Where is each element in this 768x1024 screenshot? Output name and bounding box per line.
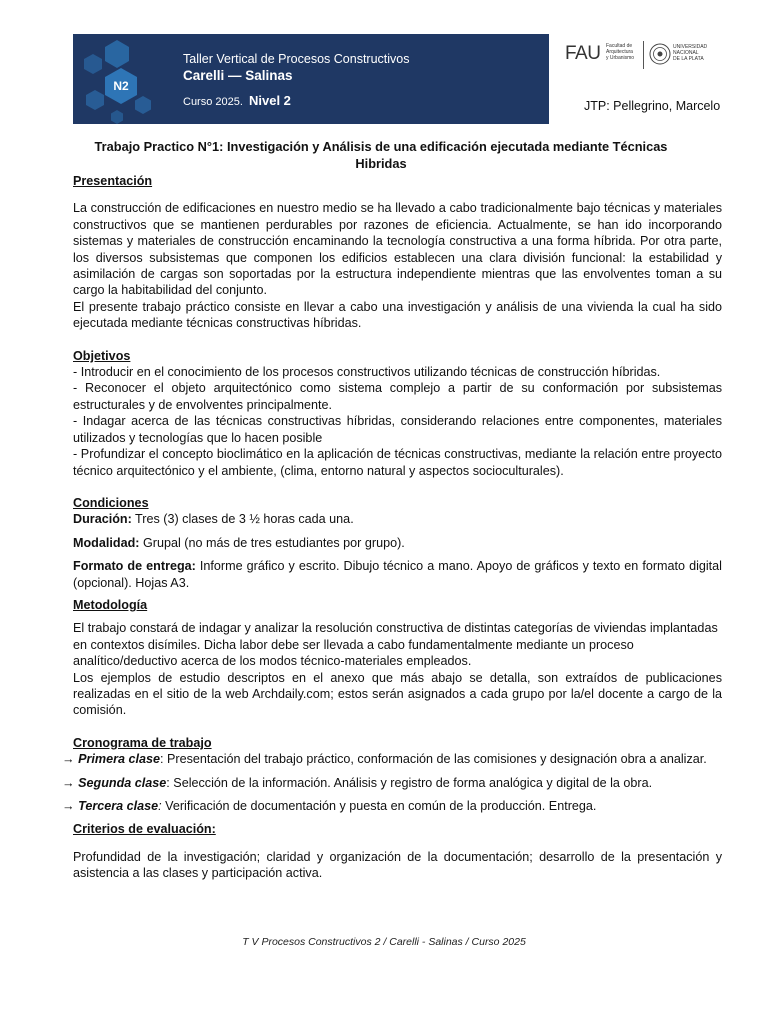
objetivo-item: - Introducir en el conocimiento de los procesos constructivos utilizando técnicas de construcción híbridas.	[73, 365, 661, 380]
jtp-name: JTP: Pellegrino, Marcelo	[584, 99, 721, 113]
section-heading-condiciones: Condiciones	[73, 495, 149, 510]
course-level: Nivel 2	[249, 93, 291, 108]
metodologia-paragraph: Los ejemplos de estudio descriptos en el anexo que más abajo se detalla, son extraídos de publicaciones realizadas en el sitio de la web Archdaily.com; estos serán asignados a cada grupo por la/el docente a cargo de la comisión.	[73, 670, 722, 718]
objetivo-item: - Profundizar el concepto bioclimático en la aplicación de técnicas constructivas, mediante la relación entre proyecto técnico arquitectónico y el ambiente, (clima, entorno natural y aspectos socioculturales).	[73, 447, 722, 478]
logo-divider	[643, 41, 644, 69]
banner-chairs: Carelli — Salinas	[183, 68, 293, 83]
condicion-label: Formato de entrega:	[73, 559, 196, 574]
section-heading-metodologia: Metodología	[73, 597, 148, 612]
unlp-name	[673, 44, 707, 62]
cronograma-item	[62, 775, 711, 791]
document-title: Trabajo Practico N°1: Investigación y Análisis de una edificación ejecutada mediante Técnicas Hibridas	[94, 139, 668, 171]
page-footer: T V Procesos Constructivos 2 / Carelli - Salinas / Curso 2025	[242, 936, 526, 948]
condicion-value: Grupal (no más de tres estudiantes por grupo).	[139, 535, 405, 550]
arrow-icon: →	[62, 799, 75, 813]
institution-logos	[565, 40, 715, 70]
document-body	[62, 173, 722, 882]
section-heading-objetivos: Objetivos	[73, 348, 131, 363]
presentacion-paragraph: La construcción de edificaciones en nuestro medio se ha llevado a cabo tradicionalmente bajo técnicas y materiales constructivos que se mantienen perdurables por razones de eficiencia. Actualmente, se han ido incorporando sistemas y materiales de construcción encaminando la tecnología constructiva a una forma híbrida. Por otra parte, los diversos subsistemas que componen los edificios establecen una clara división funcional: la estabilidad y asimilación de cargas son soportadas por la estructura independiente mientras que las envolventes toman a su cargo la habitabilidad del conjunto.	[73, 201, 722, 298]
clase-separator: :	[160, 752, 164, 767]
objetivo-item: - Reconocer el objeto arquitectónico como sistema complejo a partir de su conformación por subsistemas estructurales y de envolventes principalmente.	[73, 381, 722, 412]
condicion-value: Tres (3) clases de 3 ½ horas cada una.	[131, 512, 354, 527]
section-heading-cronograma: Cronograma de trabajo	[73, 735, 212, 750]
fau-sub-line: Facultad de	[606, 43, 633, 49]
cronograma-item	[62, 751, 711, 767]
university-seal-icon	[649, 43, 671, 65]
fau-sub-line: Arquitectura	[606, 49, 633, 55]
condicion-value: Informe gráfico y escrito. Dibujo técnico a mano. Apoyo de gráficos y texto en formato digital (opcional). Hojas A3.	[73, 559, 722, 590]
condicion-duracion	[73, 511, 722, 527]
condicion-label: Modalidad:	[73, 535, 140, 550]
section-heading-criterios: Criterios de evaluación:	[73, 822, 216, 837]
hexagon-logo-icon	[73, 34, 183, 124]
clase-separator: :	[158, 799, 162, 813]
course-year: Curso 2025.	[183, 96, 243, 108]
cronograma-item	[62, 798, 711, 814]
unlp-line: UNIVERSIDAD	[673, 44, 708, 50]
unlp-line: NACIONAL	[673, 50, 699, 56]
objetivo-item: - Indagar acerca de las técnicas constructivas híbridas, considerando relaciones entre componentes, materiales utilizados y tecnologías que lo hacen posible	[73, 414, 722, 445]
clase-label: Segunda clase	[78, 775, 167, 790]
section-heading-presentacion: Presentación	[73, 174, 153, 188]
fau-logo: FAU	[565, 43, 601, 64]
metodologia-paragraph: El trabajo constará de indagar y analizar la resolución constructiva de distintas categorías de viviendas implantadas en contextos disímiles. Dicha labor debe ser llevada a cabo fundamentalmente mediante un proceso analítico/deductivo acerca de los modos técnico-materiales empleados.	[73, 621, 718, 669]
clase-text: Selección de la información. Análisis y registro de forma analógica y digital de la obra.	[169, 775, 653, 790]
clase-separator: :	[166, 775, 170, 790]
banner-course	[183, 93, 291, 110]
clase-label: Tercera clase	[78, 799, 159, 813]
clase-text: Presentación del trabajo práctico, conformación de las comisiones y designación obra a analizar.	[163, 752, 707, 767]
condicion-formato	[73, 558, 722, 591]
header-banner	[73, 34, 549, 124]
banner-workshop-title: Taller Vertical de Procesos Constructivos	[183, 52, 410, 66]
fau-sub-line: y Urbanismo	[606, 55, 635, 61]
condicion-modalidad	[73, 535, 722, 551]
criterios-paragraph: Profundidad de la investigación; claridad y organización de la documentación; desarrollo de la presentación y asistencia a las clases y participación activa.	[73, 849, 722, 881]
level-badge: N2	[113, 79, 129, 93]
presentacion-paragraph: El presente trabajo práctico consiste en llevar a cabo una investigación y análisis de una vivienda la cual ha sido ejecutada mediante técnicas constructivas híbridas.	[73, 299, 722, 331]
condicion-label: Duración:	[73, 512, 132, 527]
arrow-icon: →	[62, 752, 75, 767]
clase-label: Primera clase	[78, 752, 161, 767]
clase-text: Verificación de documentación y puesta en común de la producción. Entrega.	[161, 799, 597, 813]
arrow-icon: →	[62, 775, 75, 790]
unlp-line: DE LA PLATA	[673, 56, 704, 62]
fau-subtitle	[606, 43, 634, 61]
